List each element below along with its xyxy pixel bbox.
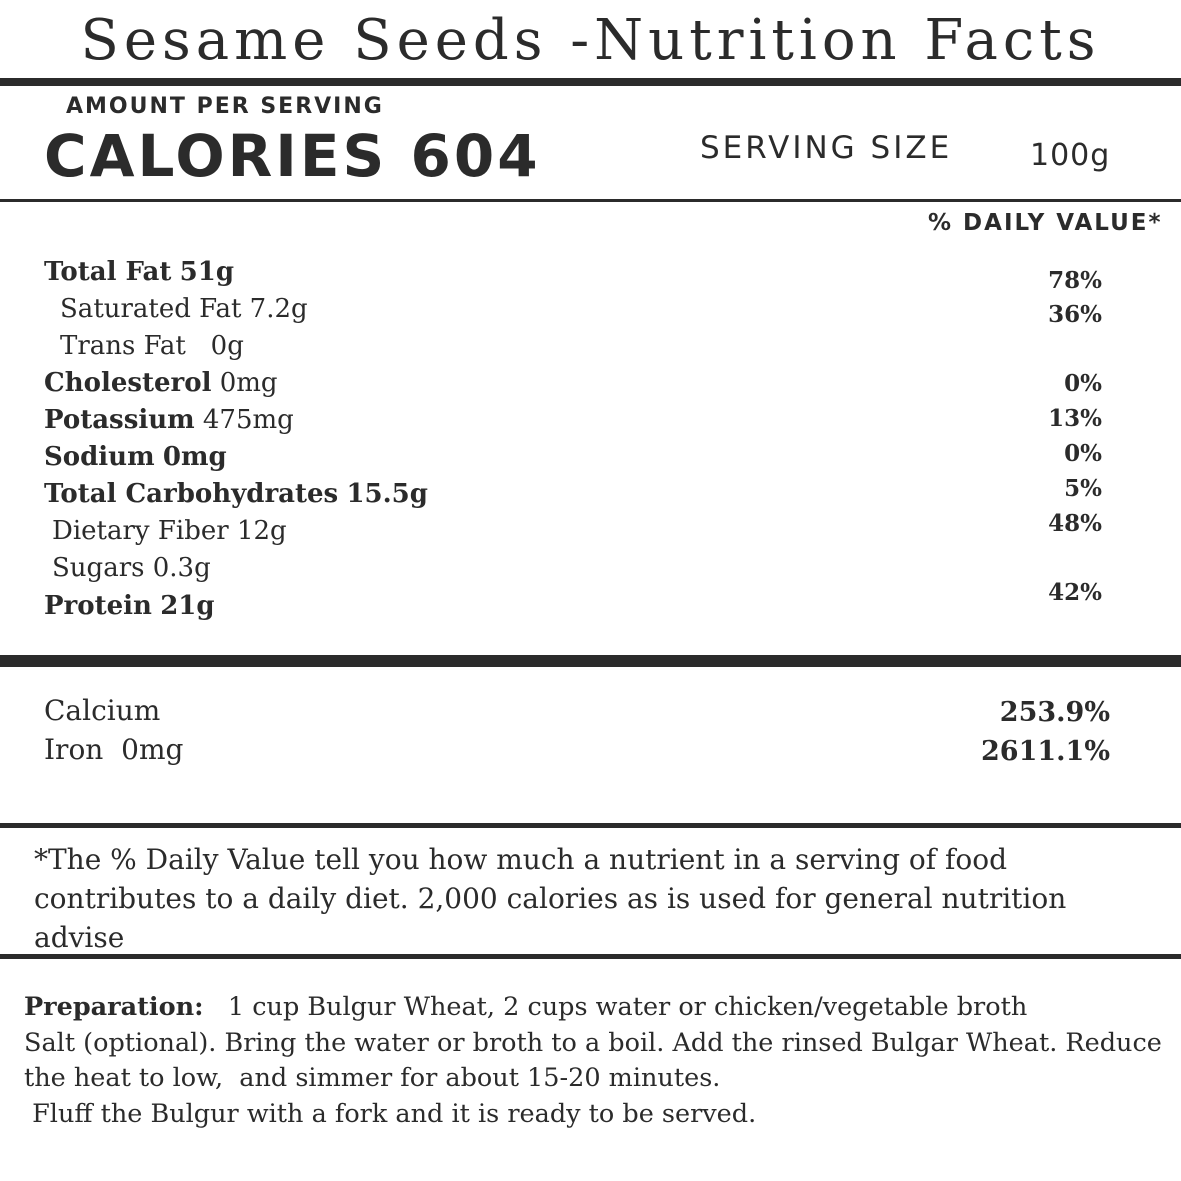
- mineral-iron: Iron 0mg: [44, 733, 184, 766]
- daily-value-header: % DAILY VALUE*: [928, 210, 1163, 236]
- nutrient-protein: Protein 21g: [44, 591, 215, 621]
- serving-size-value: 100g: [1030, 138, 1111, 173]
- nutrient-potassium-percent: 13%: [1048, 405, 1102, 432]
- nutrient-total-carbohydrates-percent: 5%: [1064, 475, 1102, 502]
- nutrient-total-fat-percent: 78%: [1048, 267, 1102, 294]
- amount-per-serving-label: AMOUNT PER SERVING: [66, 94, 384, 119]
- preparation-line-4: Fluff the Bulgur with a fork and it is ready to be served.: [24, 1098, 757, 1129]
- mineral-calcium-percent: 253.9%: [999, 697, 1110, 728]
- daily-value-footnote: *The % Daily Value tell you how much a nutrient in a serving of food contributes to a daily diet. 2,000 calories as is used for general nutrition advise: [34, 843, 1067, 954]
- nutrient-saturated-fat: Saturated Fat 7.2g: [60, 294, 308, 324]
- preparation-section: [24, 990, 1164, 1132]
- nutrient-cholesterol-percent: 0%: [1064, 370, 1102, 397]
- mineral-calcium: Calcium: [44, 694, 161, 727]
- nutrient-total-carbohydrates: Total Carbohydrates 15.5g: [44, 479, 428, 509]
- nutrient-dietary-fiber-percent: 48%: [1048, 510, 1102, 537]
- nutrient-trans-fat: Trans Fat 0g: [60, 331, 244, 361]
- preparation-line-3: the heat to low, and simmer for about 15-20 minutes.: [24, 1063, 721, 1093]
- nutrient-sodium: Sodium 0mg: [44, 442, 227, 472]
- calories-label: CALORIES: [44, 122, 388, 190]
- nutrient-dietary-fiber: Dietary Fiber 12g: [52, 516, 287, 546]
- calories-line: [44, 122, 541, 190]
- nutrient-total-fat: Total Fat 51g: [44, 257, 235, 287]
- nutrient-potassium: Potassium 475mg: [44, 405, 294, 435]
- nutrient-sodium-percent: 0%: [1064, 440, 1102, 467]
- nutrient-cholesterol: Cholesterol 0mg: [44, 368, 278, 398]
- divider-top: [0, 78, 1181, 86]
- divider-footnote: [0, 954, 1181, 959]
- mineral-iron-percent: 2611.1%: [981, 736, 1110, 767]
- preparation-line-1: Preparation: 1 cup Bulgur Wheat, 2 cups water or chicken/vegetable broth: [24, 992, 1028, 1022]
- calories-value: 604: [410, 122, 541, 190]
- nutrient-saturated-fat-percent: 36%: [1048, 301, 1102, 328]
- divider-nutrients: [0, 655, 1181, 667]
- page-title: Sesame Seeds -Nutrition Facts: [80, 8, 1101, 73]
- preparation-line-2: Salt (optional). Bring the water or broth to a boil. Add the rinsed Bulgar Wheat. Reduce: [24, 1027, 1162, 1058]
- divider-minerals: [0, 823, 1181, 828]
- nutrient-protein-percent: 42%: [1048, 579, 1102, 606]
- preparation-label: Preparation:: [24, 992, 204, 1022]
- divider-calories: [0, 199, 1181, 202]
- serving-size-label: SERVING SIZE: [700, 130, 953, 166]
- nutrient-sugars: Sugars 0.3g: [52, 553, 211, 583]
